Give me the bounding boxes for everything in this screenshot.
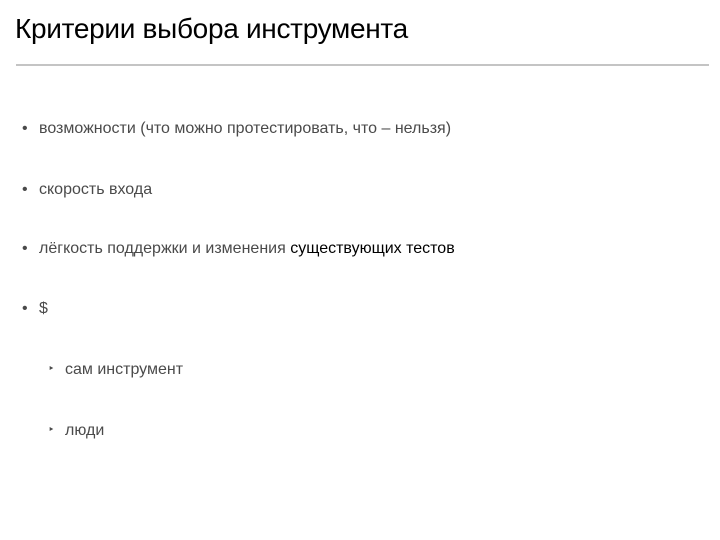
list-item-ramp-up-speed <box>22 180 152 200</box>
bullet-icon: • <box>22 120 28 137</box>
list-item-text: $ <box>39 300 48 317</box>
sub-list-item-people <box>48 420 104 441</box>
list-item-text: сам инструмент <box>65 361 184 378</box>
list-item-maintainability <box>22 239 455 259</box>
slide-title: Критерии выбора инструмента <box>15 13 408 44</box>
list-item-cost <box>22 299 48 319</box>
list-item-text: возможности (что можно протестировать, что – нельзя) <box>39 120 452 137</box>
list-item-text: скорость входа <box>39 181 153 198</box>
list-item-text: лёгкость поддержки и изменения <box>39 240 291 257</box>
sub-list-item-tool <box>48 359 183 380</box>
list-item-text: люди <box>65 422 105 439</box>
triangle-bullet-icon: ‣ <box>48 363 55 375</box>
bullet-icon: • <box>22 300 28 317</box>
list-item-emphasis-text: существующих тестов <box>290 240 455 257</box>
bullet-icon: • <box>22 240 28 257</box>
triangle-bullet-icon: ‣ <box>48 424 55 436</box>
list-item-capabilities <box>22 119 451 139</box>
bullet-icon: • <box>22 181 28 198</box>
